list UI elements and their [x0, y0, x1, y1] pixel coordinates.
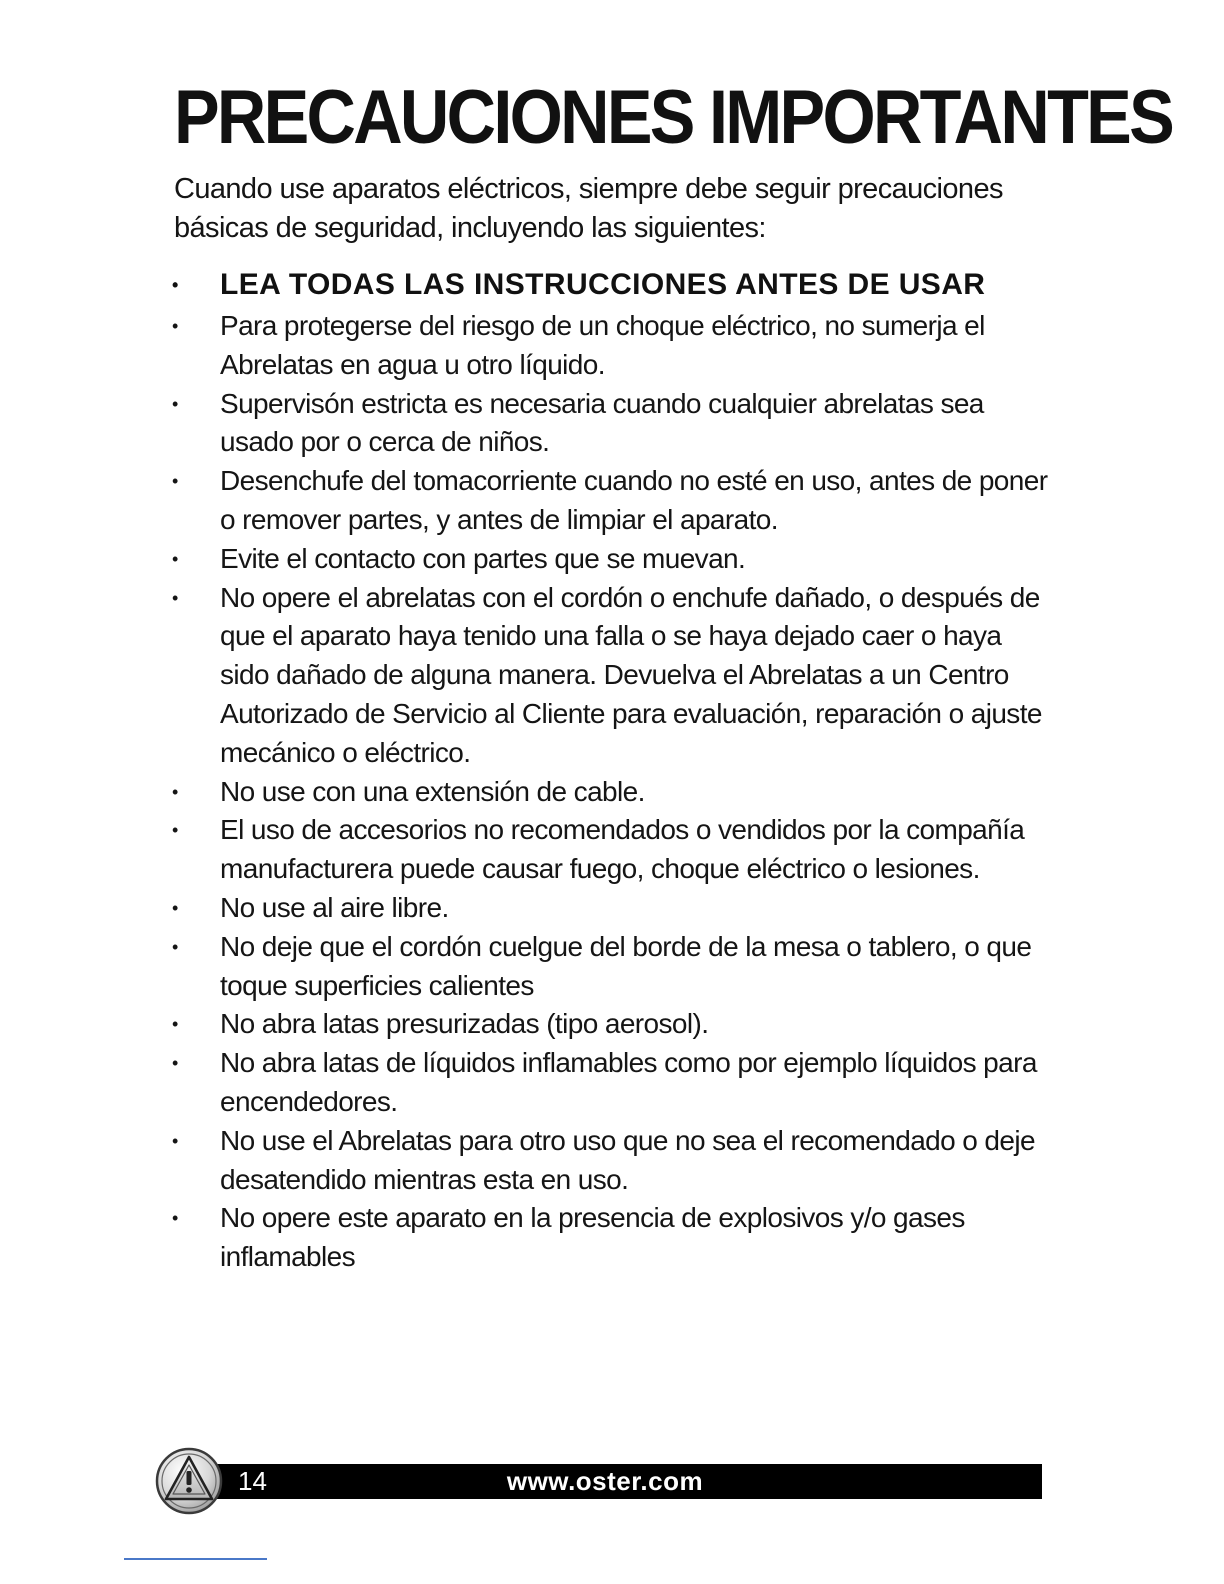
- bullet-icon: •: [172, 275, 179, 295]
- list-item: [166, 1044, 1056, 1122]
- list-item: [166, 928, 1056, 1006]
- bullet-icon: •: [172, 897, 178, 918]
- list-item: [166, 307, 1056, 385]
- bullet-icon: •: [172, 820, 178, 841]
- list-item: [166, 1122, 1056, 1200]
- bullet-icon: •: [172, 316, 178, 336]
- list-item-text: No abra latas de líquidos inflamables como por ejemplo líquidos para encendedores.: [220, 1047, 1037, 1117]
- bullet-icon: •: [172, 393, 178, 414]
- list-item-text: No abra latas presurizadas (tipo aerosol).: [220, 1008, 709, 1040]
- warning-triangle-icon: [154, 1446, 224, 1516]
- list-item-text: LEA TODAS LAS INSTRUCCIONES ANTES DE USAR: [220, 268, 986, 301]
- list-item: [166, 889, 1056, 928]
- bullet-icon: •: [172, 936, 178, 957]
- list-item: [166, 263, 1056, 307]
- bullet-icon: •: [172, 548, 178, 569]
- bullet-icon: •: [172, 781, 178, 802]
- list-item-text: No opere este aparato en la presencia de explosivos y/o gases inflamables: [220, 1202, 965, 1273]
- list-item-text: Desenchufe del tomacorriente cuando no esté en uso, antes de poner o remover partes, y antes de limpiar el aparato.: [220, 465, 1048, 535]
- list-item: [166, 540, 1056, 579]
- list-item-text: Para protegerse del riesgo de un choque eléctrico, no sumerja el Abrelatas en agua u otro líquido.: [220, 310, 985, 380]
- list-item: [166, 385, 1056, 463]
- bullet-icon: •: [172, 587, 178, 608]
- list-item: [166, 773, 1056, 812]
- list-item-text: No opere el abrelatas con el cordón o enchufe dañado, o después de que el aparato haya tenido una falla o se haya dejado caer o haya sido dañado de alguna manera. Devuelva el Abrelatas a un Centro Autorizado de Servicio al Cliente para evaluación, reparación o ajuste mecánico o eléctrico.: [220, 581, 1042, 768]
- list-item-text: Evite el contacto con partes que se muevan.: [220, 542, 746, 574]
- list-item-text: No use el Abrelatas para otro uso que no sea el recomendado o deje desatendido mientras esta en uso.: [220, 1124, 1035, 1195]
- list-item: [166, 1199, 1056, 1277]
- list-item-text: No use con una extensión de cable.: [220, 775, 645, 807]
- list-item: [166, 579, 1056, 773]
- page-number: 14: [238, 1466, 267, 1496]
- intro-paragraph: Cuando use aparatos eléctricos, siempre debe seguir precauciones básicas de seguridad, incluyendo las siguientes:: [174, 173, 1003, 244]
- list-item: [166, 811, 1056, 889]
- list-item: [166, 1005, 1056, 1044]
- divider: [124, 1558, 267, 1560]
- precautions-list: [166, 263, 1056, 1277]
- bullet-icon: •: [172, 471, 178, 492]
- list-item: [166, 462, 1056, 540]
- bullet-icon: •: [172, 1014, 178, 1035]
- list-item-text: No use al aire libre.: [220, 891, 449, 923]
- bullet-icon: •: [172, 1053, 178, 1074]
- bullet-icon: •: [172, 1130, 178, 1151]
- list-item-text: No deje que el cordón cuelgue del borde de la mesa o tablero, o que toque superficies calientes: [220, 930, 1032, 1001]
- website-url[interactable]: www.oster.com: [506, 1466, 704, 1496]
- list-item-text: Supervisón estricta es necesaria cuando cualquier abrelatas sea usado por o cerca de niños.: [220, 387, 984, 458]
- bullet-icon: •: [172, 1208, 178, 1229]
- page-title: PRECAUCIONES IMPORTANTES: [174, 75, 1173, 160]
- list-item-text: El uso de accesorios no recomendados o vendidos por la compañía manufacturera puede causar fuego, choque eléctrico o lesiones.: [220, 814, 1025, 885]
